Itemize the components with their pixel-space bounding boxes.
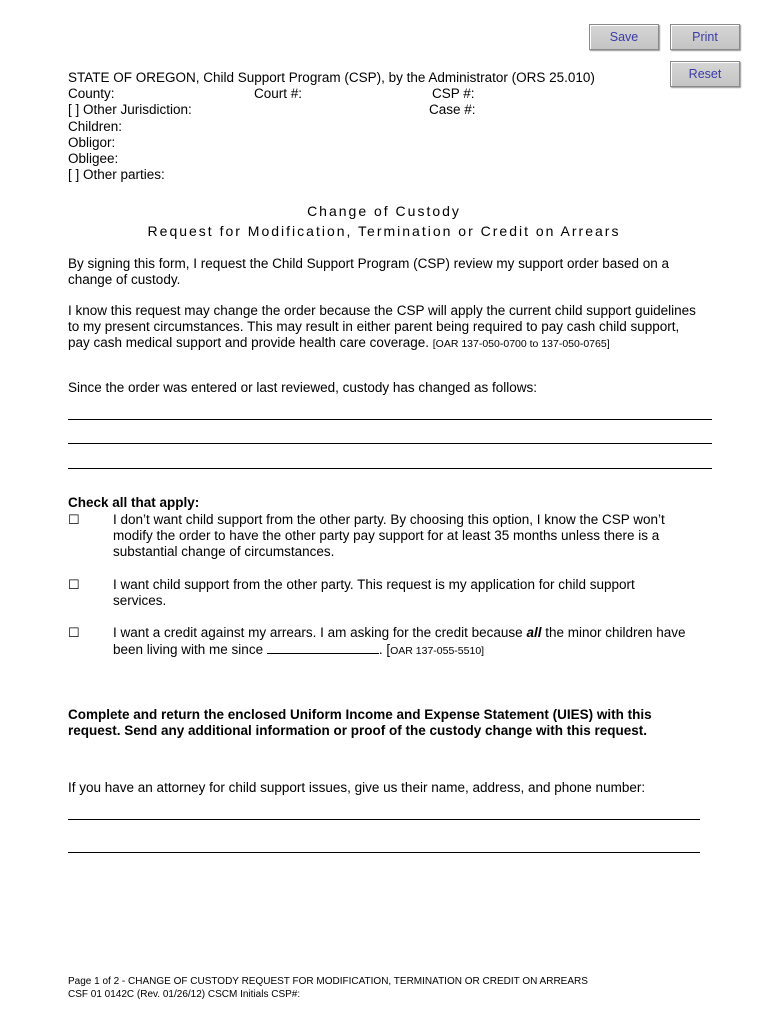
form-title: Change of Custody <box>307 203 461 219</box>
reset-button[interactable]: Reset <box>670 61 740 87</box>
custody-change-prompt: Since the order was entered or last reviewed, custody has changed as follows: <box>68 380 538 395</box>
custody-change-line-2[interactable] <box>68 443 712 444</box>
guidelines-text: I know this request may change the order because the CSP will apply the current child support guidelines to my present circumstances. This may result in either parent being required to pay cash child support, pay cash medical support and provide health care coverage. <box>68 303 696 350</box>
check-all-heading: Check all that apply: <box>68 495 200 510</box>
print-button[interactable]: Print <box>670 24 740 50</box>
option-1-text: I don’t want child support from the other party. By choosing this option, I know the CSP won’t modify the order to have the other party pay support for at least 35 months unless there is a substantial change of circumstances. <box>113 512 665 559</box>
attorney-line-2[interactable] <box>68 852 700 853</box>
case-number-label: Case #: <box>429 102 476 117</box>
since-date-field[interactable] <box>267 641 379 654</box>
footer-page-info: Page 1 of 2 - CHANGE OF CUSTODY REQUEST FOR MODIFICATION, TERMINATION OR CREDIT ON ARREARS <box>68 976 588 987</box>
uies-instructions: Complete and return the enclosed Uniform Income and Expense Statement (UIES) with this request. Send any additional information or proof of the custody change with this request. <box>68 707 652 738</box>
children-label: Children: <box>68 119 123 134</box>
county-label: County: <box>68 86 115 101</box>
attorney-line-1[interactable] <box>68 819 700 820</box>
footer-form-id: CSF 01 0142C (Rev. 01/26/12) CSCM Initials CSP#: <box>68 989 301 1000</box>
attorney-prompt: If you have an attorney for child support issues, give us their name, address, and phone number: <box>68 780 646 795</box>
guidelines-paragraph <box>68 303 698 352</box>
form-subtitle: Request for Modification, Termination or Credit on Arrears <box>147 223 621 239</box>
csp-number-label: CSP #: <box>432 86 475 101</box>
option-3-text-c: . [ <box>378 642 391 657</box>
option-2-checkbox[interactable]: ☐ <box>68 577 80 592</box>
option-1-checkbox[interactable]: ☐ <box>68 512 80 527</box>
option-3-checkbox[interactable]: ☐ <box>68 625 80 640</box>
save-button[interactable]: Save <box>589 24 659 50</box>
other-parties-label: [ ] Other parties: <box>68 167 165 182</box>
custody-change-line-1[interactable] <box>68 419 712 420</box>
intro-paragraph: By signing this form, I request the Child Support Program (CSP) review my support order based on a change of custody. <box>68 256 670 287</box>
option-3-text <box>113 625 713 659</box>
option-3-reference: OAR 137-055-5510] <box>390 645 485 657</box>
custody-change-line-3[interactable] <box>68 468 712 469</box>
court-number-label: Court #: <box>254 86 303 101</box>
guidelines-reference: [OAR 137-050-0700 to 137-050-0765] <box>432 338 610 350</box>
option-2-text: I want child support from the other party. This request is my application for child support services. <box>113 577 635 608</box>
agency-line: STATE OF OREGON, Child Support Program (CSP), by the Administrator (ORS 25.010) <box>68 70 595 85</box>
option-3-text-b: the minor children have been living with me since <box>113 625 686 657</box>
other-jurisdiction-label: [ ] Other Jurisdiction: <box>68 102 192 117</box>
option-3-text-a: I want a credit against my arrears. I am asking for the credit because <box>113 625 527 640</box>
option-3-emphasis: all <box>526 625 542 640</box>
obligor-label: Obligor: <box>68 135 116 150</box>
obligee-label: Obligee: <box>68 151 119 166</box>
